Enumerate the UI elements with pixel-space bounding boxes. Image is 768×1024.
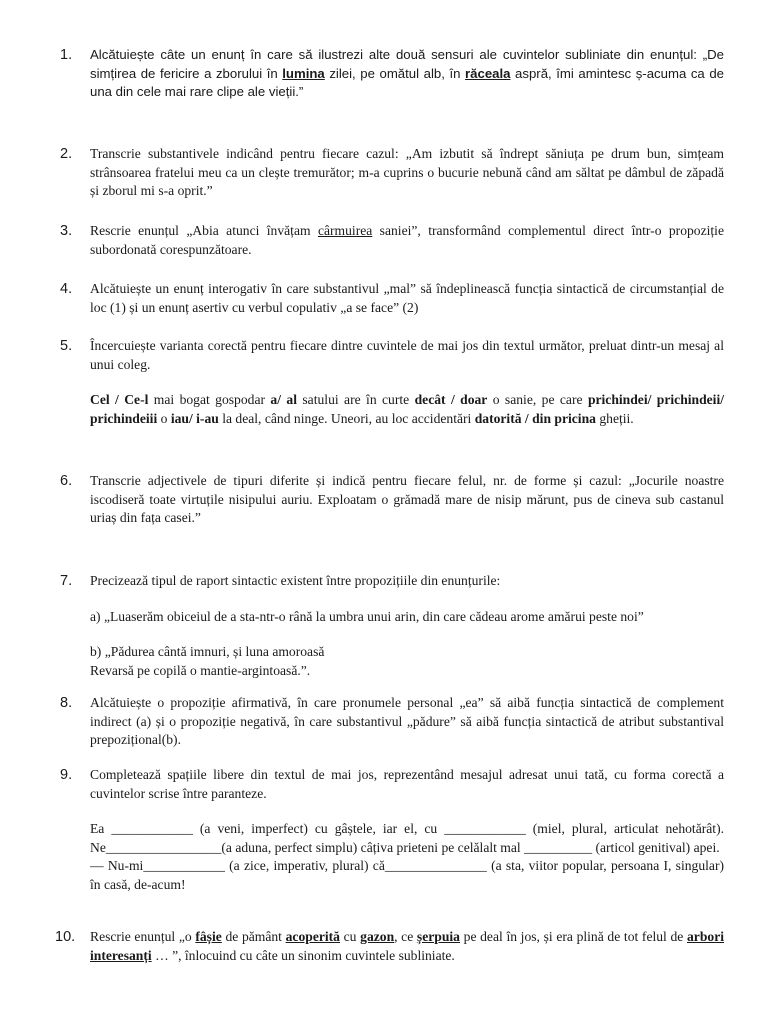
exercise-passage: Cel / Ce-l mai bogat gospodar a/ al satului are în curte decât / doar o sanie, pe care prichindei/ prichindeii/ prichindeiii o iau/ i-au la deal, când ninge. Uneori, au loc accidentări datorită / din pricina gheții. xyxy=(90,392,725,426)
exercise-9 xyxy=(60,766,724,894)
exercise-text: Alcătuiește o propoziție afirmativă, în care pronumele personal „ea” să aibă funcția sintactică de complement indirect (a) și o propoziție negativă, în care substantivul „pădure” să aibă funcția sintactică de atribut substantival prepozițional(b). xyxy=(90,695,724,747)
exercise-fill-text: Ea ____________ (a veni, imperfect) cu gâștele, iar el, cu ____________ (miel, plural, articulat nehotărât). Ne_________________(a aduna, perfect simplu) câțiva prieteni pe celălalt mal __________ (articol genitival) apei. xyxy=(90,821,724,855)
exercise-fill-text: — Nu-mi____________ (a zice, imperativ, plural) că_______________ (a sta, viitor popular, persoana I, singular) în casă, de-acum! xyxy=(90,858,724,892)
exercise-3 xyxy=(60,222,724,259)
exercise-text: Alcătuiește câte un enunț în care să ilustrezi alte două sensuri ale cuvintelor subliniate din enunțul: „De simțirea de fericire a zborului în lumina zilei, pe omătul alb, în răceala aspră, îmi amintesc ș-acuma ca de una din cele mai rare clipe ale vieții.” xyxy=(90,47,724,99)
exercise-1 xyxy=(60,46,724,102)
underlined-word: gazon xyxy=(360,929,395,944)
underlined-word: arbori xyxy=(687,929,724,944)
exercise-text: Precizează tipul de raport sintactic existent între propozițiile din enunțurile: xyxy=(90,573,501,588)
exercise-quote-a: a) „Luaserăm obiceiul de a sta-ntr-o rână la umbra unui arin, din care cădeau arome amărui peste noi” xyxy=(90,608,644,624)
exercise-number: 2. xyxy=(60,146,73,162)
exercise-text: Rescrie enunțul „o fâșie de pământ acoperită cu gazon, ce șerpuia pe deal în jos, și era plină de tot felul de arbori interesanți … ”, înlocuind cu câte un sinonim cuvintele subliniate. xyxy=(90,929,724,963)
exercise-text: Rescrie enunțul „Abia atunci învățam cârmuirea saniei”, transformând complementul direct într-o propoziție subordonată corespunzătoare. xyxy=(90,223,724,257)
exercise-6 xyxy=(60,472,724,528)
exercise-number: 8. xyxy=(60,695,73,711)
exercise-quote-b-line2: Revarsă pe copilă o mantie-argintoasă.”. xyxy=(90,662,311,678)
exercise-2 xyxy=(60,145,724,201)
exercise-5 xyxy=(60,337,724,428)
exercise-number: 4. xyxy=(60,281,73,297)
exercise-number: 9. xyxy=(60,767,73,783)
exercise-text: Transcrie adjectivele de tipuri diferite și indică pentru fiecare felul, nr. de forme și cazul: „Jocurile noastre iscodiseră toate virtuțile nisipului auriu. Exploatam o grămadă mare de nisip mărunt, pus de cineva sub castanul uriaș din fața casei.” xyxy=(90,473,724,525)
underlined-word: lumina xyxy=(282,65,325,81)
underlined-word: acoperită xyxy=(285,929,340,944)
underlined-word: interesanți xyxy=(90,947,152,963)
exercise-quote-b-line1: b) „Pădurea cântă imnuri, și luna amoroasă xyxy=(90,644,325,659)
exercise-number: 6. xyxy=(60,473,73,489)
exercise-number: 3. xyxy=(60,223,73,239)
exercise-number: 7. xyxy=(60,573,73,589)
exercise-number: 10. xyxy=(55,929,76,945)
exercise-4 xyxy=(60,280,724,317)
underlined-word: răceala xyxy=(465,65,511,81)
underlined-word: cârmuirea xyxy=(317,223,373,238)
exercise-text: Completează spațiile libere din textul de mai jos, reprezentând mesajul adresat unui tată, cu forma corectă a cuvintelor scrise între paranteze. xyxy=(90,767,724,801)
exercise-7 xyxy=(60,572,724,680)
exercise-10 xyxy=(55,928,724,965)
exercise-8 xyxy=(60,694,724,750)
underlined-word: fâșie xyxy=(195,929,222,944)
exercise-number: 5. xyxy=(60,338,73,354)
exercise-text: Încercuiește varianta corectă pentru fiecare dintre cuvintele de mai jos din textul următor, preluat dintr-un mesaj al unui coleg. xyxy=(90,338,724,372)
exercise-text: Transcrie substantivele indicând pentru fiecare cazul: „Am izbutit să îndrept săniuța pe drum bun, simțeam strânsoarea fratelui meu ca un clește tremurător; m-a cuprins o bucurie nebună când am săltat pe dâmbul de zăpadă și zborul mi s-a oprit.” xyxy=(90,146,724,198)
exercise-number: 1. xyxy=(60,47,73,63)
underlined-word: șerpuia xyxy=(416,929,460,944)
exercise-text: Alcătuiește un enunț interogativ în care substantivul „mal” să îndeplinească funcția sintactică de circumstanțial de loc (1) și un enunț asertiv cu verbul copulativ „a se face” (2) xyxy=(90,281,724,315)
